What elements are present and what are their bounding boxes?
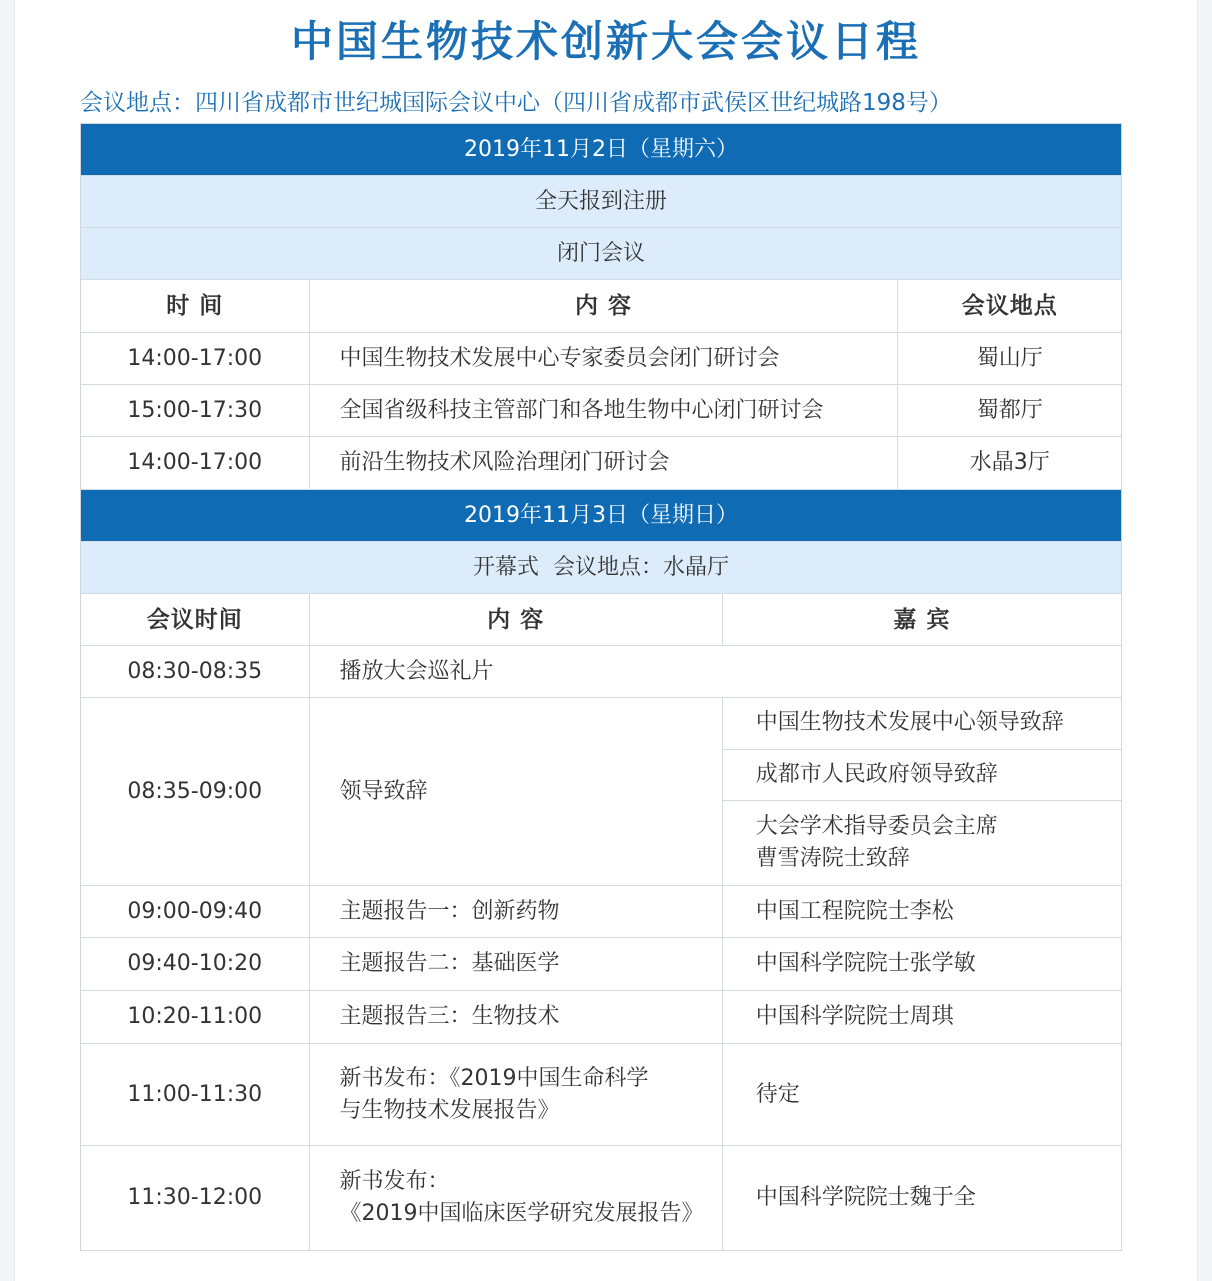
guest-cell (723, 801, 1121, 885)
content-cell: 主题报告二：基础医学 (310, 938, 723, 990)
page-title: 中国生物技术创新大会会议日程 (290, 17, 921, 66)
venue-line: 会议地点：四川省成都市世纪城国际会议中心（四川省成都市武侯区世纪城路198号） (80, 90, 952, 116)
time-cell: 09:00-09:40 (81, 886, 310, 937)
guest-stack (723, 698, 1121, 885)
day1-header-row (81, 280, 1121, 333)
day1-date-band: 2019年11月2日（星期六） (81, 124, 1121, 176)
table-row (81, 385, 1121, 437)
header-content: 内 容 (310, 280, 899, 332)
place-cell: 蜀山厅 (976, 345, 1043, 371)
header-guest: 嘉 宾 (893, 606, 951, 633)
day1-closed-meeting-band: 闭门会议 (81, 228, 1121, 280)
guest-line: 曹雪涛院士致辞 (755, 846, 910, 872)
right-margin-rail (1197, 0, 1212, 1281)
guest-cell: 中国科学院院士魏于全 (755, 1185, 976, 1210)
day2-header-row (81, 594, 1121, 646)
table-row (81, 333, 1121, 385)
content-line: 《2019中国临床医学研究发展报告》 (339, 1201, 704, 1226)
time-cell: 11:30-12:00 (81, 1146, 310, 1250)
table-row (81, 646, 1121, 698)
content-cell (310, 1044, 723, 1145)
time-cell: 08:35-09:00 (81, 698, 310, 885)
guest-cell: 中国工程院院士李松 (755, 898, 954, 924)
table-row (81, 698, 1121, 886)
content-cell: 全国省级科技主管部门和各地生物中心闭门研讨会 (310, 385, 899, 436)
guest-line: 大会学术指导委员会主席 (755, 814, 998, 840)
content-cell: 主题报告一：创新药物 (310, 886, 723, 937)
place-cell: 蜀都厅 (976, 397, 1043, 423)
content-cell (310, 1146, 723, 1250)
time-cell: 14:00-17:00 (81, 437, 310, 489)
time-cell: 15:00-17:30 (81, 385, 310, 436)
content-line: 与生物技术发展报告》 (339, 1097, 560, 1123)
time-cell: 14:00-17:00 (81, 333, 310, 384)
table-row (81, 1044, 1121, 1146)
header-place: 会议地点 (961, 293, 1058, 319)
guest-cell: 待定 (755, 1081, 800, 1107)
content-cell: 领导致辞 (310, 698, 723, 885)
time-cell: 09:40-10:20 (81, 938, 310, 990)
content-line: 新书发布： (339, 1169, 450, 1194)
day1-registration-band: 全天报到注册 (81, 176, 1121, 228)
guest-cell: 中国科学院院士周琪 (755, 1004, 954, 1029)
content-cell: 中国生物技术发展中心专家委员会闭门研讨会 (310, 333, 899, 384)
day2-date-band: 2019年11月3日（星期日） (81, 490, 1121, 542)
table-row (81, 437, 1121, 490)
left-margin-rail (0, 0, 15, 1281)
guest-cell: 成都市人民政府领导致辞 (723, 750, 1121, 802)
content-line: 新书发布：《2019中国生命科学 (339, 1065, 649, 1091)
schedule-table (80, 123, 1122, 1251)
time-cell: 08:30-08:35 (81, 646, 310, 697)
place-cell: 水晶3厅 (969, 450, 1050, 475)
header-session-time: 会议时间 (81, 594, 310, 645)
table-row (81, 1146, 1121, 1250)
day2-opening-band: 开幕式 会议地点：水晶厅 (81, 542, 1121, 594)
content-cell: 前沿生物技术风险治理闭门研讨会 (310, 437, 899, 489)
content-cell: 播放大会巡礼片 (339, 658, 494, 684)
table-row (81, 938, 1121, 991)
content-cell: 主题报告三：生物技术 (310, 991, 723, 1043)
guest-cell: 中国生物技术发展中心领导致辞 (723, 698, 1121, 750)
header-content: 内 容 (310, 594, 723, 645)
time-cell: 11:00-11:30 (81, 1044, 310, 1145)
guest-cell: 中国科学院院士张学敏 (755, 951, 976, 976)
header-time: 时 间 (81, 280, 310, 332)
table-row (81, 991, 1121, 1044)
time-cell: 10:20-11:00 (81, 991, 310, 1043)
table-row (81, 886, 1121, 938)
